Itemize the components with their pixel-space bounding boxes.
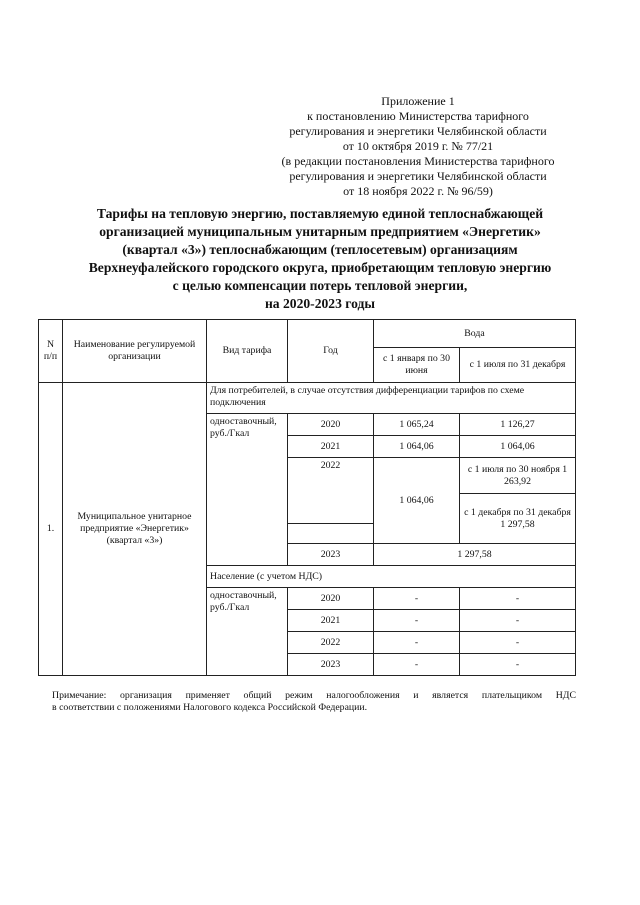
year-cell: 2021 <box>288 610 374 632</box>
year-cell: 2020 <box>288 414 374 436</box>
title-line: Тарифы на тепловую энергию, поставляемую единой теплоснабжающей <box>96 206 544 221</box>
title-line: (квартал «3») теплоснабжающим (теплосетевым) организациям <box>122 242 518 257</box>
tariff-value: 1 064,06 <box>374 436 460 458</box>
tariff-type-population: одноставочный, руб./Гкал <box>207 588 288 676</box>
tariff-value: - <box>374 632 460 654</box>
year-cell <box>288 524 374 544</box>
year-cell: 2023 <box>288 654 374 676</box>
tariff-value: - <box>374 654 460 676</box>
year-cell: 2021 <box>288 436 374 458</box>
document-title <box>40 205 600 313</box>
year-cell: 2020 <box>288 588 374 610</box>
tariff-value: 1 126,27 <box>460 414 576 436</box>
year-cell: 2023 <box>288 544 374 566</box>
row-number: 1. <box>39 383 63 676</box>
tariff-value: с 1 июля по 30 ноября 1 263,92 <box>460 458 576 494</box>
col-header-organization: Наименование регулируемой организации <box>63 320 207 383</box>
col-header-year: Год <box>288 320 374 383</box>
header-line: от 18 ноября 2022 г. № 96/59) <box>343 184 493 198</box>
col-header-first-half: с 1 января по 30 июня <box>374 348 460 383</box>
header-line: (в редакции постановления Министерства тарифного <box>281 154 555 168</box>
col-header-water: Вода <box>374 320 576 348</box>
year-cell: 2022 <box>288 458 374 524</box>
section-population: Население (с учетом НДС) <box>207 566 576 588</box>
footnote-line: Примечание: организация применяет общий режим налогообложения и является плательщиком НДС <box>52 690 576 701</box>
footnote <box>52 690 576 714</box>
tariff-value: - <box>374 588 460 610</box>
footnote-line: в соответствии с положениями Налогового кодекса Российской Федерации. <box>52 702 368 713</box>
tariff-value: 1 064,06 <box>374 458 460 544</box>
tariff-type-consumers: одноставочный, руб./Гкал <box>207 414 288 566</box>
col-header-number: N п/п <box>39 320 63 383</box>
appendix-header <box>258 94 578 199</box>
year-cell: 2022 <box>288 632 374 654</box>
tariff-value: 1 065,24 <box>374 414 460 436</box>
col-header-second-half: с 1 июля по 31 декабря <box>460 348 576 383</box>
header-line: регулирования и энергетики Челябинской области <box>289 169 547 183</box>
tariff-value: с 1 декабря по 31 декабря 1 297,58 <box>460 494 576 544</box>
title-line: Верхнеуфалейского городского округа, приобретающим тепловую энергию <box>88 260 552 275</box>
tariff-value: - <box>460 588 576 610</box>
tariff-table <box>38 319 576 676</box>
title-line: с целью компенсации потерь тепловой энергии, <box>172 278 468 293</box>
title-line: на 2020-2023 годы <box>264 296 376 311</box>
tariff-value: 1 064,06 <box>460 436 576 458</box>
tariff-value: - <box>374 610 460 632</box>
header-line: регулирования и энергетики Челябинской области <box>289 124 547 138</box>
header-line: Приложение 1 <box>381 94 455 108</box>
tariff-value: - <box>460 632 576 654</box>
header-line: от 10 октября 2019 г. № 77/21 <box>342 139 494 153</box>
tariff-value: 1 297,58 <box>374 544 576 566</box>
tariff-value: - <box>460 654 576 676</box>
col-header-tariff-type: Вид тарифа <box>207 320 288 383</box>
tariff-value: - <box>460 610 576 632</box>
title-line: организацией муниципальным унитарным предприятием «Энергетик» <box>99 224 541 239</box>
organization-name: Муниципальное унитарное предприятие «Энергетик» (квартал «3») <box>63 383 207 676</box>
header-line: к постановлению Министерства тарифного <box>307 109 529 123</box>
section-consumers: Для потребителей, в случае отсутствия дифференциации тарифов по схеме подключения <box>207 383 576 414</box>
